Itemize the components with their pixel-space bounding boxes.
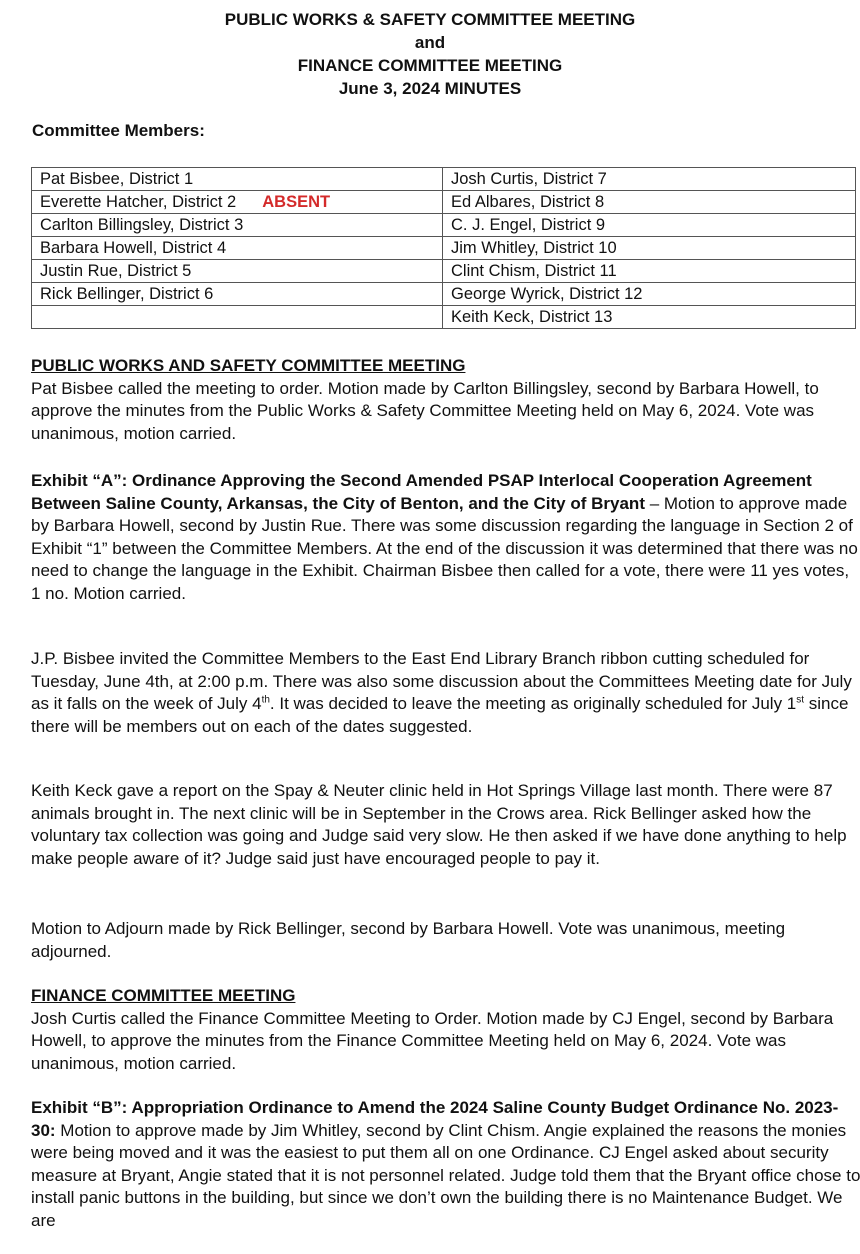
document-title-line1: PUBLIC WORKS & SAFETY COMMITTEE MEETING xyxy=(224,10,636,29)
superscript: th xyxy=(261,694,270,706)
exhibit-a-body: – Motion to approve made by Barbara Howell, second by Justin Rue. There was some discussion regarding the language in Section 2 of Exhibit “1” between the Committee Members. At the end of the discussion it was determined that there was no need to change the language in the Exhibit. Chairman Bisbee then called for a vote, there were 11 yes votes, 1 no. Motion carried. xyxy=(31,493,858,603)
table-row xyxy=(32,260,856,283)
exhibit-a-title: Exhibit “A”: Ordinance Approving the Second Amended PSAP Interlocal Cooperation Agreement Between Saline County, Arkansas, the City of Benton, and the City of Bryant xyxy=(31,471,812,513)
paragraph-adjourn: Motion to Adjourn made by Rick Bellinger, second by Barbara Howell. Vote was unanimous, meeting adjourned. xyxy=(31,919,786,961)
library-ribbon-section xyxy=(31,648,860,738)
document-title-date: June 3, 2024 MINUTES xyxy=(338,79,522,98)
member-cell: Jim Whitley, District 10 xyxy=(443,237,856,260)
paragraph-ribbon-cutting xyxy=(31,648,860,738)
superscript: st xyxy=(796,694,805,706)
paragraph-call-to-order: Pat Bisbee called the meeting to order. Motion made by Carlton Billingsley, second by Barbara Howell, to approve the minutes from the Public Works & Safety Committee Meeting held on May 6, 2024. Vote was unanimous, motion carried. xyxy=(31,378,819,443)
paragraph-exhibit-a xyxy=(31,470,860,605)
exhibit-a-section xyxy=(31,470,860,605)
member-cell xyxy=(32,191,443,214)
absent-badge: ABSENT xyxy=(262,193,331,211)
public-works-section xyxy=(31,355,860,445)
exhibit-b-section xyxy=(31,1097,860,1232)
exhibit-b-title: Exhibit “B”: Appropriation Ordinance to Amend the 2024 Saline County Budget Ordinance No. 2023-30: xyxy=(31,1098,839,1140)
paragraph-exhibit-b xyxy=(31,1097,860,1232)
exhibit-b-body: Motion to approve made by Jim Whitley, second by Clint Chism. Angie explained the reasons the monies were being moved and it was the easiest to put them all on one Ordinance. CJ Engel asked about security measure at Bryant, Angie stated that it is not personnel related. Judge told them that the Bryant office chose to install panic buttons in the building, but since we don’t own the building there is no Maintenance Budget. We are xyxy=(31,1120,860,1230)
member-cell: Carlton Billingsley, District 3 xyxy=(32,214,443,237)
member-cell: Rick Bellinger, District 6 xyxy=(32,283,443,306)
paragraph-spay-neuter: Keith Keck gave a report on the Spay & Neuter clinic held in Hot Springs Village last month. There were 87 animals brought in. The next clinic will be in September in the Crows area. Rick Bellinger asked how the voluntary tax collection was going and Judge said very slow. He then asked if we have done anything to help make people aware of it? Judge said just have encouraged people to pay it. xyxy=(31,781,847,868)
member-cell: George Wyrick, District 12 xyxy=(443,283,856,306)
member-name: Everette Hatcher, District 2 xyxy=(40,193,237,211)
committee-members-table xyxy=(31,167,856,329)
text-span: . It was decided to leave the meeting as originally scheduled for July 1 xyxy=(269,694,797,713)
table-row xyxy=(32,214,856,237)
member-cell: Pat Bisbee, District 1 xyxy=(32,168,443,191)
document-title-line3: FINANCE COMMITTEE MEETING xyxy=(297,56,563,75)
member-cell: Barbara Howell, District 4 xyxy=(32,237,443,260)
table-row xyxy=(32,306,856,329)
text-span: since there will be members out on each of the dates suggested. xyxy=(31,694,849,736)
text-span: J.P. Bisbee invited the Committee Members to the East End Library Branch ribbon cutting scheduled for Tuesday, June 4th, at 2:00 p.m. There was also some discussion about the Committees Meeting date for July as it falls on the week of July 4 xyxy=(31,649,852,713)
finance-section xyxy=(31,985,860,1075)
table-row xyxy=(32,191,856,214)
document-title-line2: and xyxy=(414,33,446,52)
member-cell-empty xyxy=(32,306,443,329)
paragraph-finance-call-to-order: Josh Curtis called the Finance Committee Meeting to Order. Motion made by CJ Engel, second by Barbara Howell, to approve the minutes from the Finance Committee Meeting held on May 6, 2024. Vote was unanimous, motion carried. xyxy=(31,1008,834,1073)
adjourn-section xyxy=(31,918,860,963)
member-cell: Clint Chism, District 11 xyxy=(443,260,856,283)
member-cell: C. J. Engel, District 9 xyxy=(443,214,856,237)
table-row xyxy=(32,168,856,191)
section-heading-finance: FINANCE COMMITTEE MEETING xyxy=(31,986,296,1005)
table-row xyxy=(32,237,856,260)
committee-members-label: Committee Members: xyxy=(32,121,205,140)
member-cell: Ed Albares, District 8 xyxy=(443,191,856,214)
table-row xyxy=(32,283,856,306)
member-cell: Josh Curtis, District 7 xyxy=(443,168,856,191)
member-cell: Justin Rue, District 5 xyxy=(32,260,443,283)
member-cell: Keith Keck, District 13 xyxy=(443,306,856,329)
section-heading-public-works: PUBLIC WORKS AND SAFETY COMMITTEE MEETING xyxy=(31,356,466,375)
spay-neuter-section xyxy=(31,780,860,870)
